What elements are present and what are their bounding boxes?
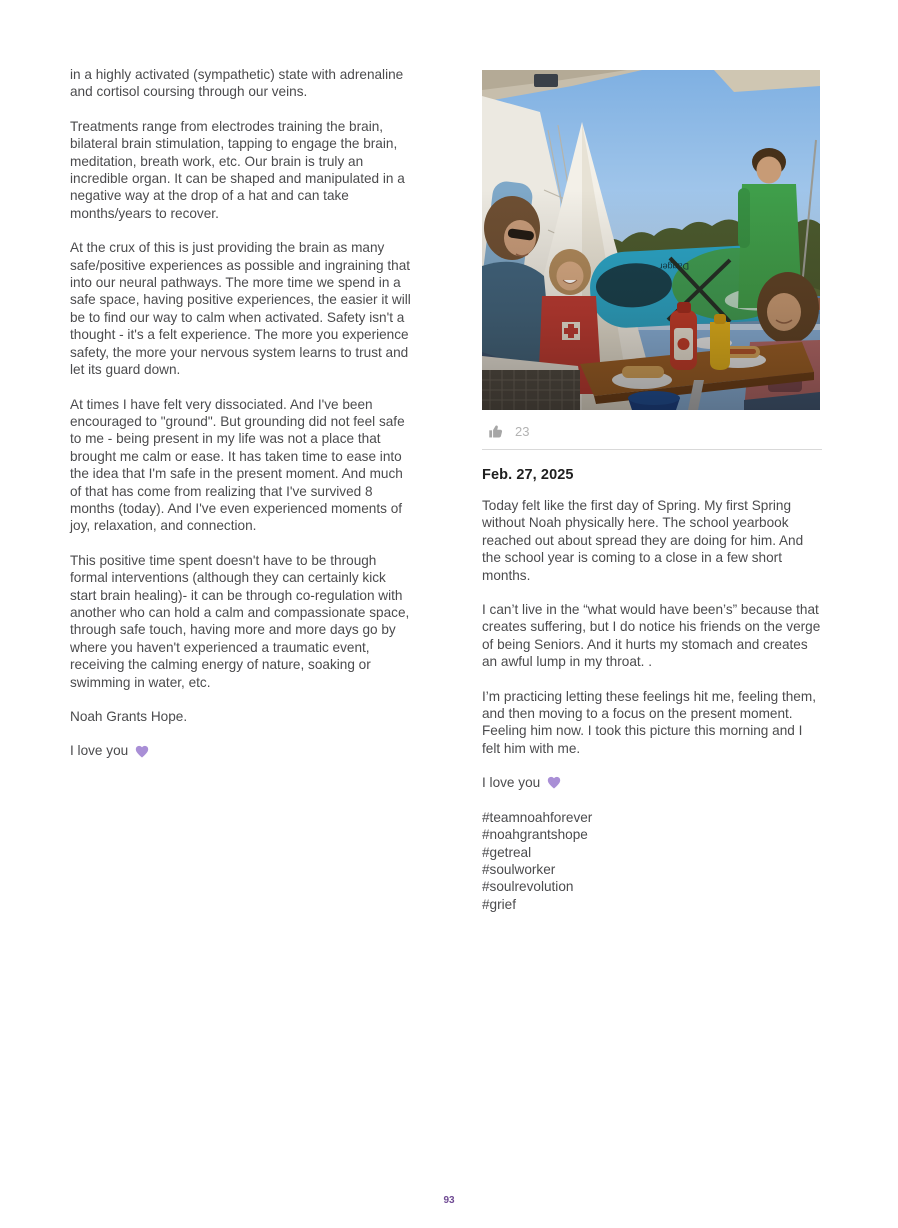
paragraph: Today felt like the first day of Spring. My first Spring without Noah physically here. The school yearbook reached out about spread they are doing for him. And the school year is coming to a close in a few short months. — [482, 498, 804, 583]
hashtag: #noahgrantshope — [482, 827, 588, 843]
signoff-line: Noah Grants Hope. — [70, 709, 188, 724]
post-body — [482, 467, 822, 913]
hashtag: #soulworker — [482, 861, 556, 877]
love-line: I love you — [482, 774, 822, 791]
thumbs-up-icon — [488, 423, 505, 440]
paragraph: I’m practicing letting these feelings hit me, feeling them, and then moving to a focus on the present moment. Feeling him now. I took this picture this morning and I felt him with me. — [482, 688, 816, 756]
paragraph: This positive time spent doesn't have to be through formal interventions (although they can certainly kick start brain healing)- it can be through co-regulation with another who can hold a calm and compassionate space, through safe touch, having more and more days go by where you haven't experienced a traumatic event, receiving the calming energy of nature, soaking or swimming in water, etc. — [70, 552, 410, 690]
hashtag-list — [482, 809, 822, 913]
paragraph: At the crux of this is just providing the brain as many safe/positive experiences as possible and ingraining that into our neural pathways. The more time we spend in a safe space, having positive experiences, the easier it will be to find our way to calm when activated. Safety isn't a thought - it's a felt experience. The more you experience safety, the more your nervous system learns to trust and let its guard down. — [70, 240, 411, 378]
like-count: 23 — [515, 424, 530, 439]
hashtag: #teamnoahforever — [482, 809, 593, 825]
paragraph: I can’t live in the “what would have been’s” because that creates suffering, but I do notice his friends on the verge of being Seniors. And it hurts my stomach and creates an awful lump in my throat. . — [482, 602, 821, 670]
hashtag: #getreal — [482, 844, 532, 860]
post-photo — [482, 70, 820, 410]
page-number: 93 — [443, 1195, 455, 1206]
hashtag: #soulrevolution — [482, 879, 574, 895]
love-line: I love you — [70, 742, 411, 759]
purple-heart-icon — [134, 744, 150, 759]
like-row — [488, 423, 822, 440]
family-boat-lunch-photo — [482, 70, 820, 410]
purple-heart-icon — [546, 775, 562, 790]
post-column — [482, 70, 822, 913]
paragraph: Treatments range from electrodes training the brain, bilateral brain stimulation, tapping to engage the brain, meditation, breath work, etc. Our brain is truly an incredible organ. It can be shaped and manipulated in a negative way at the drop of a hat and can take months/years to recover. — [70, 118, 405, 221]
hashtag: #grief — [482, 896, 517, 912]
paragraph: in a highly activated (sympathetic) state with adrenaline and cortisol coursing through our veins. — [70, 67, 404, 100]
left-text-column — [70, 66, 411, 760]
post-divider — [482, 449, 822, 450]
paragraph: At times I have felt very dissociated. And I've been encouraged to "ground". But grounding did not feel safe to me - being present in my life was not a place that brought me calm or ease. It has taken time to ease into the idea that I'm safe in the present moment. And much of that has come from realizing that I've survived 8 months (today). And I've even experienced moments of joy, relaxation, and connection. — [70, 396, 405, 534]
post-date: Feb. 27, 2025 — [482, 467, 574, 483]
